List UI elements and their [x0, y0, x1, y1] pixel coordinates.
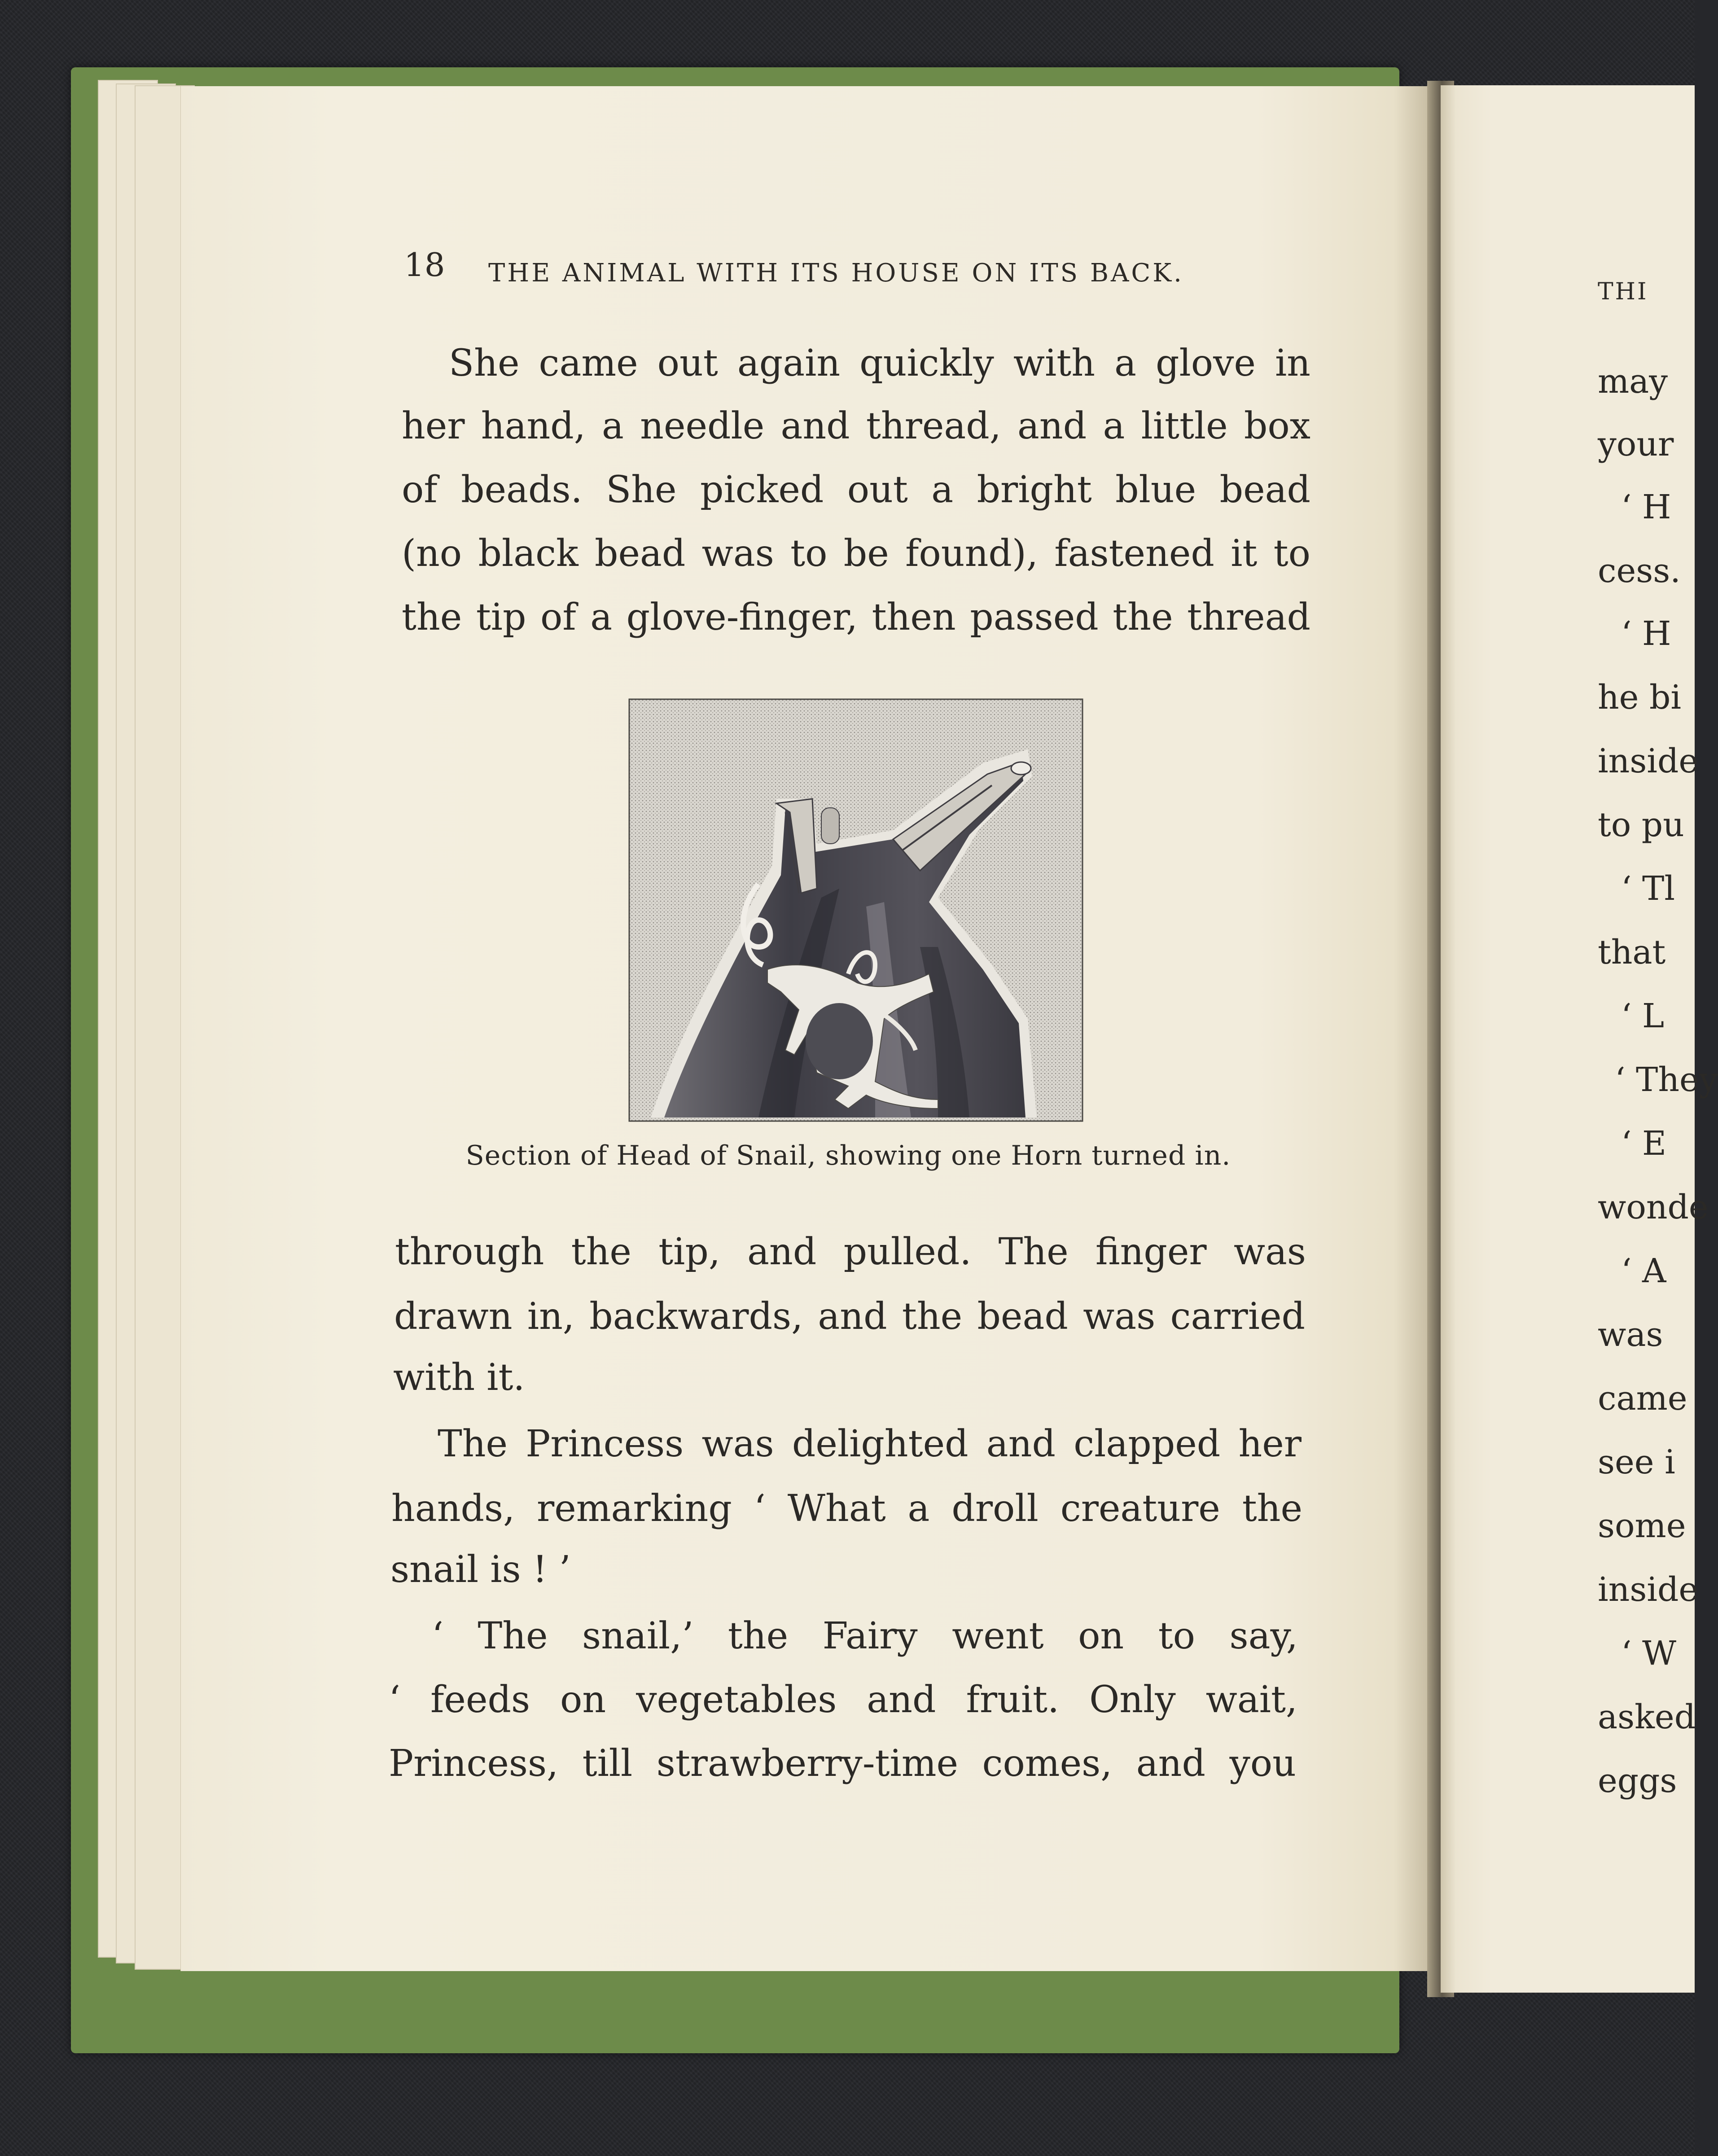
- text-line: The Princess was delighted and clapped her: [438, 1423, 1302, 1465]
- text-line: snail is ! ’: [390, 1548, 571, 1591]
- text-line: ‘ feeds on vegetables and fruit. Only wait,: [389, 1678, 1297, 1721]
- text-line: with it.: [393, 1356, 525, 1399]
- right-text-fragment: ‘ E: [1621, 1124, 1667, 1163]
- text-line: the tip of a glove-finger, then passed the thread: [402, 596, 1310, 639]
- text-line: Princess, till strawberry-time comes, and you: [389, 1742, 1296, 1785]
- right-text-fragment: may: [1598, 362, 1668, 401]
- right-text-fragment: was: [1598, 1315, 1663, 1354]
- right-text-fragment: eggs: [1598, 1762, 1677, 1800]
- right-text-fragment: ‘ H: [1621, 614, 1671, 653]
- running-title: THE ANIMAL WITH ITS HOUSE ON ITS BACK.: [488, 259, 1184, 288]
- page-number: 18: [404, 246, 445, 284]
- snail-head-illustration: [624, 696, 1091, 1127]
- right-text-fragment: your: [1598, 425, 1674, 464]
- right-text-fragment: some: [1598, 1507, 1686, 1545]
- right-text-fragment: ‘ H: [1621, 488, 1671, 526]
- running-head: [404, 246, 1275, 291]
- right-text-fragment: to pu: [1598, 806, 1684, 844]
- figure-caption: Section of Head of Snail, showing one Horn turned in.: [465, 1140, 1231, 1171]
- text-line: her hand, a needle and thread, and a little box: [402, 405, 1310, 447]
- right-text-fragment: ‘ A: [1621, 1252, 1666, 1290]
- right-text-fragment: he bi: [1598, 678, 1682, 717]
- right-text-fragment: wonde: [1598, 1188, 1709, 1227]
- right-text-fragment: asked: [1598, 1698, 1696, 1736]
- right-text-fragment: ‘ They: [1615, 1060, 1718, 1099]
- text-line: through the tip, and pulled. The finger was: [395, 1231, 1306, 1273]
- right-running-title: THI: [1598, 278, 1648, 305]
- text-line: hands, remarking ‘ What a droll creature the: [391, 1487, 1302, 1530]
- right-text-fragment: see i: [1598, 1443, 1675, 1481]
- right-text-fragment: ‘ Tl: [1621, 869, 1675, 908]
- right-text-fragment: inside: [1598, 1570, 1699, 1609]
- text-line: She came out again quickly with a glove in: [449, 342, 1310, 385]
- text-line: drawn in, backwards, and the bead was carried: [394, 1295, 1305, 1338]
- right-text-fragment: ‘ W: [1621, 1634, 1677, 1673]
- text-line: ‘ The snail,’ the Fairy went on to say,: [432, 1615, 1298, 1657]
- text-line: of beads. She picked out a bright blue bead: [402, 469, 1310, 511]
- right-text-fragment: ‘ L: [1621, 997, 1665, 1035]
- text-line: (no black bead was to be found), fastened it to: [402, 532, 1310, 575]
- right-text-fragment: that: [1598, 933, 1666, 972]
- right-text-fragment: cess.: [1598, 552, 1681, 590]
- right-text-fragment: inside: [1598, 742, 1699, 780]
- right-text-fragment: came: [1598, 1379, 1687, 1418]
